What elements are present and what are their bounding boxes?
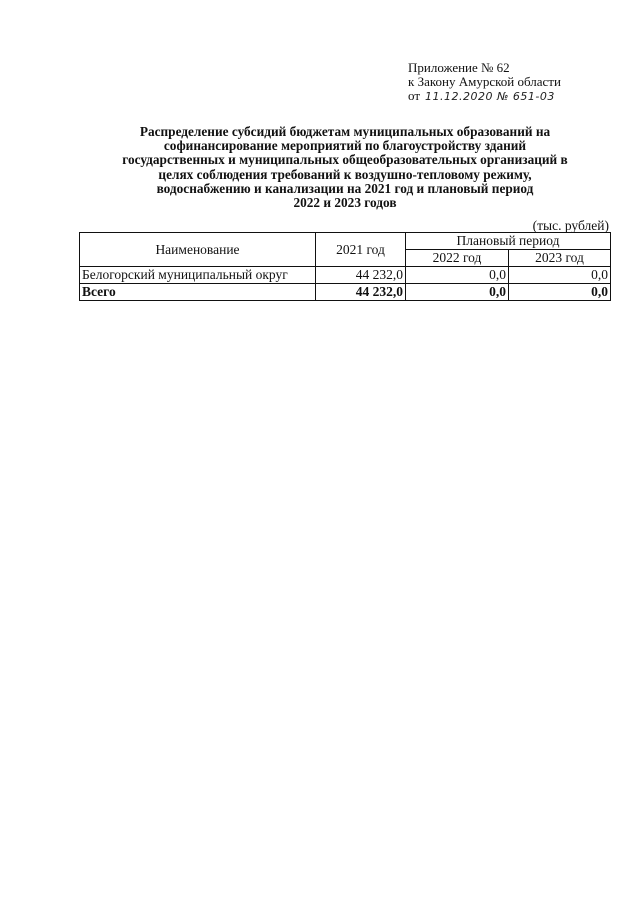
- total-value-2021: 44 232,0: [316, 284, 406, 301]
- title-line: Распределение субсидий бюджетам муниципальных образований на: [139, 124, 551, 139]
- title-line: государственных и муниципальных общеобразовательных организаций в: [122, 152, 568, 168]
- title-line: целях соблюдения требований к воздушно-тепловому режиму,: [158, 166, 532, 182]
- document-title: [80, 125, 610, 210]
- header-name: Наименование: [80, 233, 316, 267]
- handwritten-date-number: 11.12.2020 № 651-03: [425, 90, 555, 103]
- subsidy-table: [79, 232, 611, 301]
- table-total-row: [80, 284, 611, 301]
- appendix-header: [408, 61, 561, 104]
- total-value-2022: 0,0: [406, 284, 509, 301]
- table-row: [80, 267, 611, 284]
- title-line: 2022 и 2023 годов: [293, 195, 397, 211]
- total-name: Всего: [80, 284, 316, 301]
- row-value-2023: 0,0: [509, 267, 611, 284]
- appendix-date-row: [408, 89, 561, 104]
- appendix-number: Приложение № 62: [408, 60, 510, 75]
- appendix-law: к Закону Амурской области: [408, 74, 561, 89]
- title-line: софинансирование мероприятий по благоустройству зданий: [163, 138, 527, 154]
- appendix-date-prefix: от: [408, 88, 421, 103]
- units-label: (тыс. рублей): [532, 218, 609, 233]
- total-value-2023: 0,0: [509, 284, 611, 301]
- row-value-2022: 0,0: [406, 267, 509, 284]
- header-2023: 2023 год: [509, 250, 611, 267]
- title-line: водоснабжению и канализации на 2021 год и плановый период: [156, 180, 534, 196]
- header-planned-period: Плановый период: [406, 233, 611, 250]
- row-value-2021: 44 232,0: [316, 267, 406, 284]
- row-name: Белогорский муниципальный округ: [80, 267, 316, 284]
- header-2021: 2021 год: [316, 233, 406, 267]
- header-2022: 2022 год: [406, 250, 509, 267]
- table-header-row: [80, 233, 611, 250]
